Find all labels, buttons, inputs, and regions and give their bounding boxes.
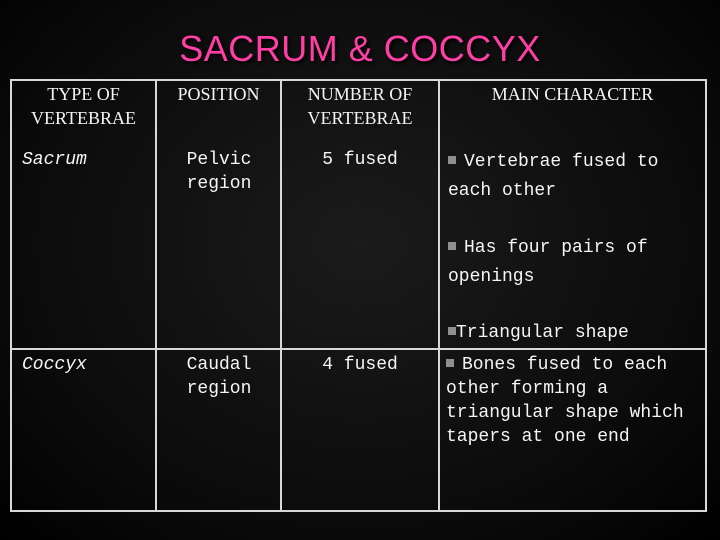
list-item bbox=[448, 148, 698, 206]
character-text: Bones fused to each other forming a triangular shape which tapers at one end bbox=[446, 355, 684, 447]
sacrum-character-list bbox=[440, 148, 705, 348]
sacrum-number-cell: 5 fused bbox=[322, 150, 398, 170]
character-text: Has four pairs of openings bbox=[448, 238, 648, 287]
list-item bbox=[446, 353, 696, 449]
sacrum-position-cell: Pelvic region bbox=[186, 150, 252, 194]
coccyx-number-cell: 4 fused bbox=[322, 355, 398, 375]
square-bullet-icon bbox=[448, 327, 456, 335]
header-type-of-vertebrae: TYPE OF VERTEBRAE bbox=[31, 84, 136, 128]
header-number-of-vertebrae: NUMBER OF VERTEBRAE bbox=[307, 84, 413, 128]
square-bullet-icon bbox=[448, 156, 456, 164]
list-item bbox=[448, 321, 708, 345]
coccyx-position-cell: Caudal region bbox=[186, 355, 252, 399]
list-item bbox=[448, 234, 698, 292]
character-text: Triangular shape bbox=[456, 323, 629, 343]
coccyx-character-list bbox=[446, 353, 701, 449]
sacrum-type-cell: Sacrum bbox=[22, 150, 87, 170]
square-bullet-icon bbox=[448, 242, 456, 250]
coccyx-type-cell: Coccyx bbox=[22, 355, 87, 375]
header-position: POSITION bbox=[177, 84, 260, 104]
header-main-character: MAIN CHARACTER bbox=[491, 84, 654, 104]
square-bullet-icon bbox=[446, 359, 454, 367]
slide-title: SACRUM & COCCYX bbox=[179, 28, 541, 69]
character-text: Vertebrae fused to each other bbox=[448, 152, 659, 201]
